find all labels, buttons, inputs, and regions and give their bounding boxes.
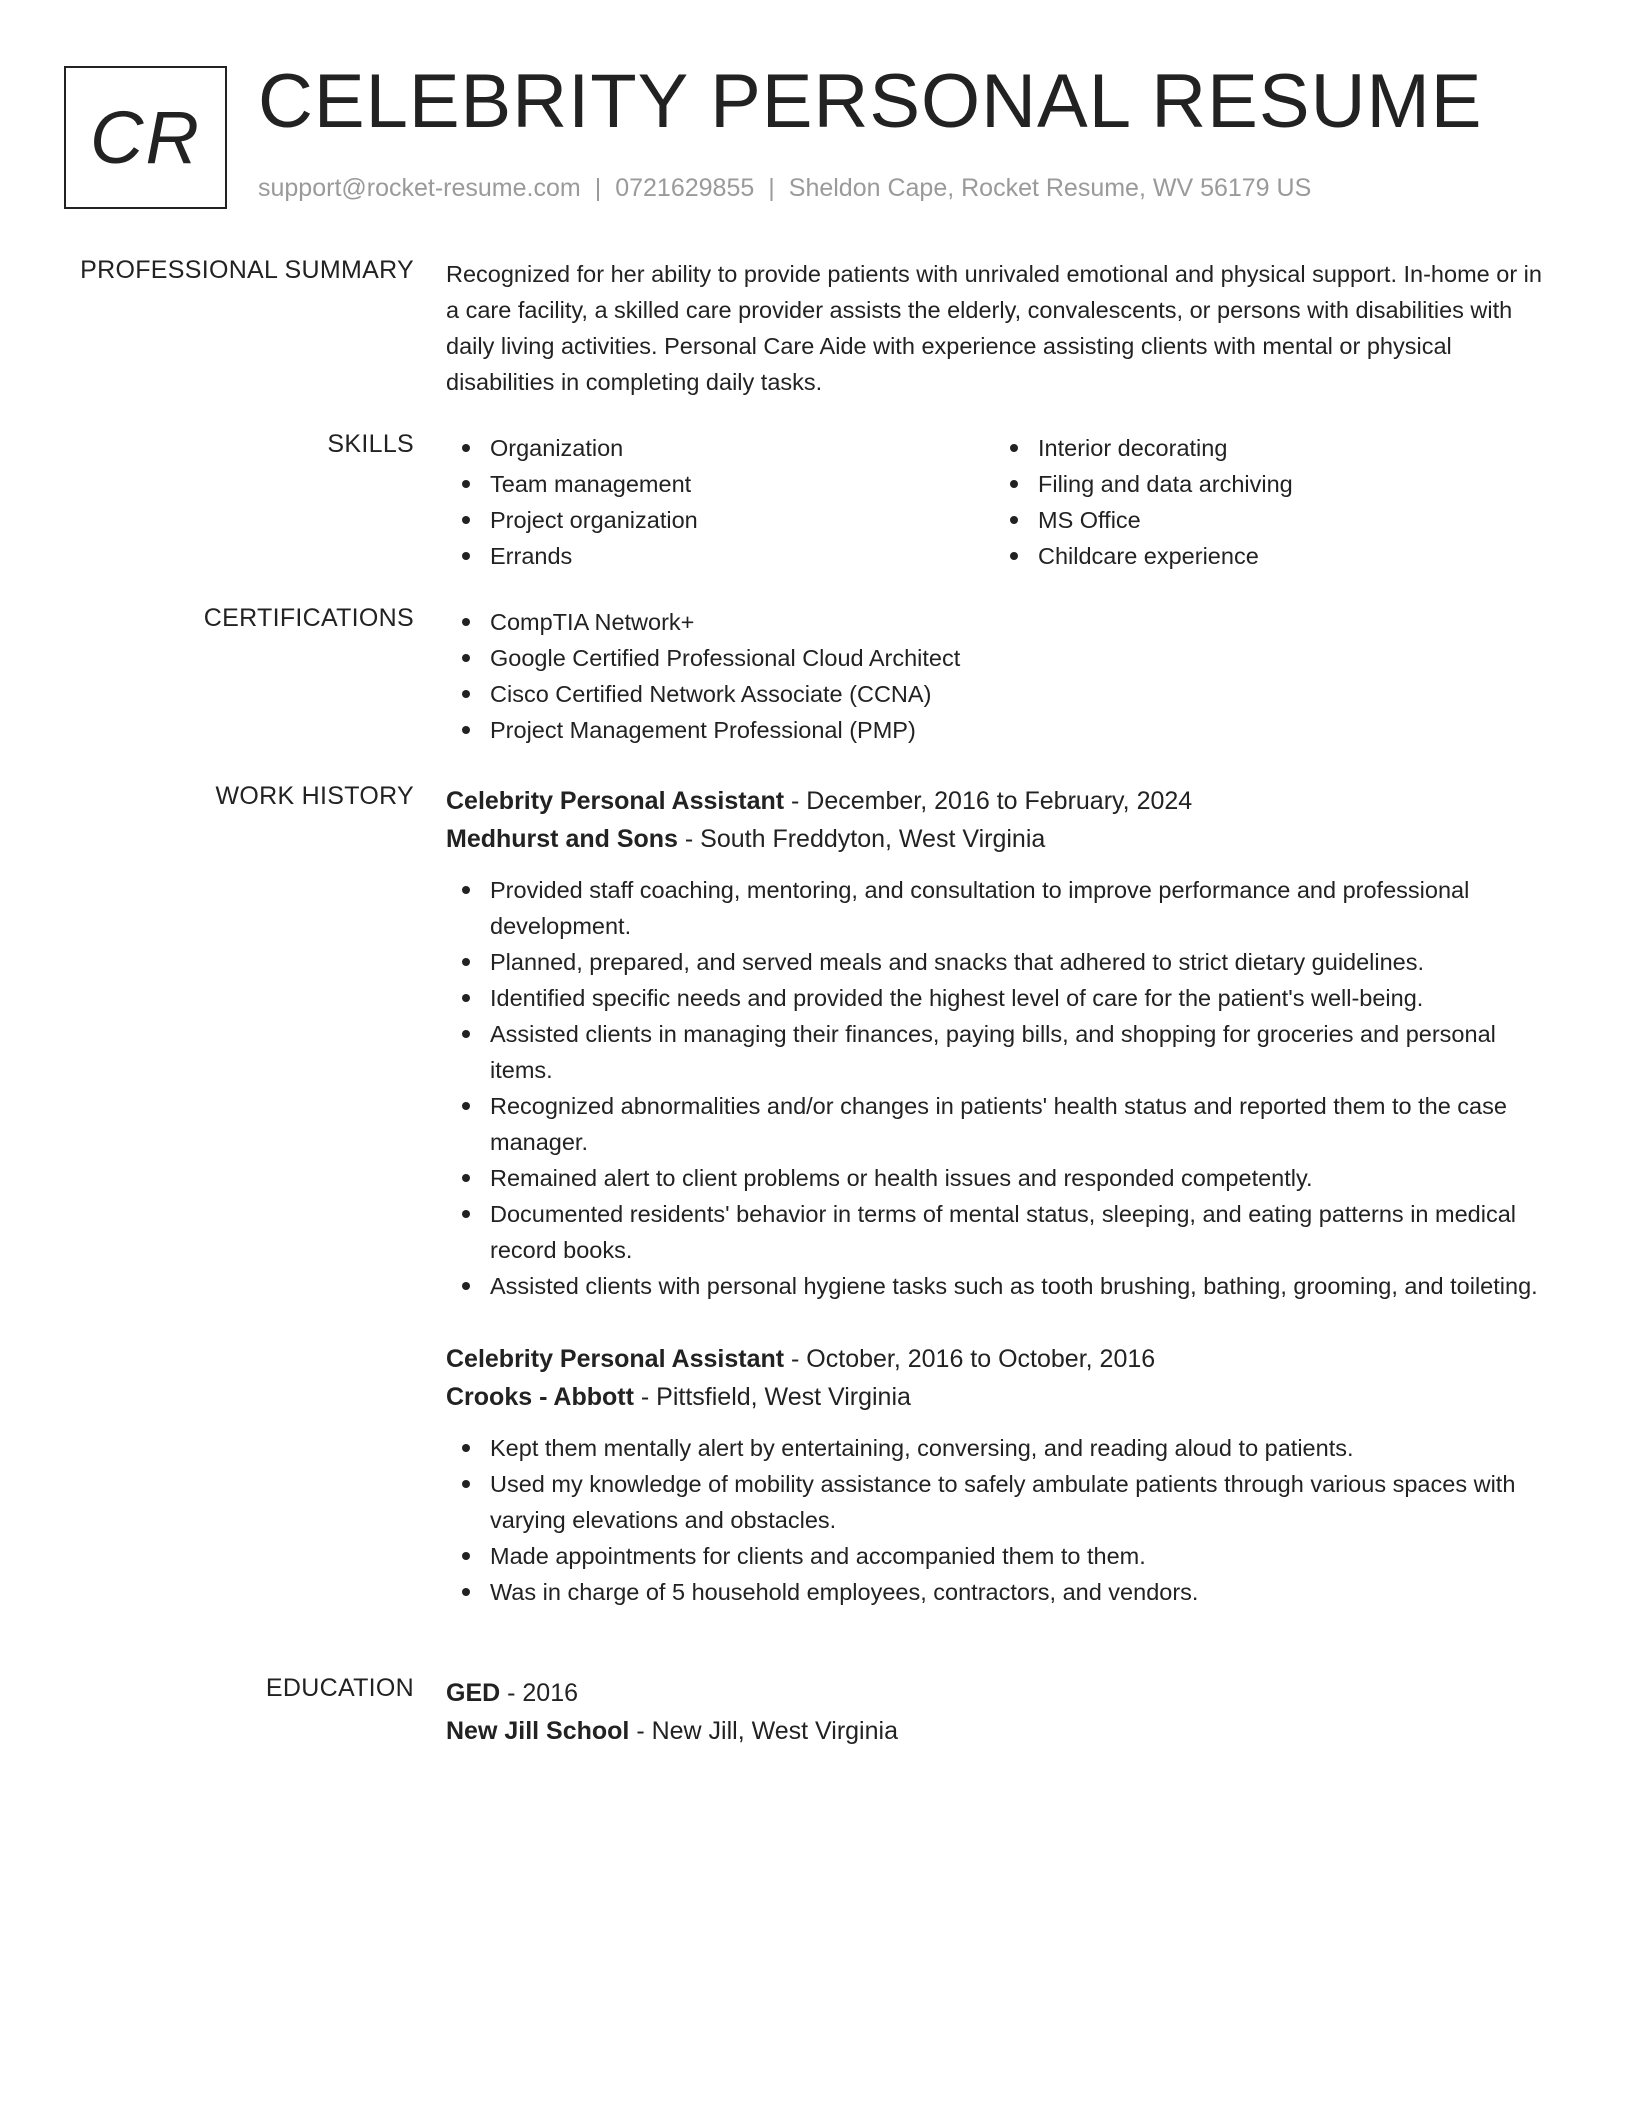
summary-text: Recognized for her ability to provide patients with unrivaled emotional and physical support. In-home or in a care facility, a skilled care provider assists the elderly, convalescents, or persons with disabilities with daily living activities. Personal Care Aide with experience assisting clients with mental or physical disabilities in completing daily tasks. [446,261,1542,395]
list-item: Recognized abnormalities and/or changes in patients' health status and reported them to the case manager. [446,1088,1561,1160]
certifications-list [446,604,1561,748]
list-item: Was in charge of 5 household employees, contractors, and vendors. [446,1574,1561,1610]
contact-phone: 0721629855 [615,174,755,202]
list-item: Project organization [446,502,994,538]
education-body [446,1674,1561,1750]
skills-column-2 [994,430,1542,574]
list-item: Identified specific needs and provided the highest level of care for the patient's well-being. [446,980,1561,1016]
job-entry [446,1340,1561,1610]
degree-year: - 2016 [500,1679,579,1707]
employer-location: - Pittsfield, West Virginia [633,1383,911,1411]
skills-body [446,430,1561,574]
job-title-line [446,782,1561,820]
employer-line [446,820,1561,858]
list-item: CompTIA Network+ [446,604,1561,640]
school-line [446,1712,1561,1750]
work-history-body [446,782,1561,1636]
list-item: Documented residents' behavior in terms of mental status, sleeping, and eating patterns in medical record books. [446,1196,1561,1268]
contact-address: Sheldon Cape, Rocket Resume, WV 56179 US [788,174,1312,202]
monogram-logo: CR [64,66,227,209]
list-item: MS Office [994,502,1542,538]
section-label-summary: PROFESSIONAL SUMMARY [80,256,414,284]
job-entry [446,782,1561,1304]
list-item: Remained alert to client problems or health issues and responded competently. [446,1160,1561,1196]
list-item: Team management [446,466,994,502]
list-item: Planned, prepared, and served meals and snacks that adhered to strict dietary guidelines. [446,944,1561,980]
resume-title: CELEBRITY PERSONAL RESUME [258,59,1483,144]
job-title: Celebrity Personal Assistant [446,1345,785,1373]
skills-column-1 [446,430,994,574]
school-name: New Jill School [446,1717,630,1745]
list-item: Google Certified Professional Cloud Architect [446,640,1561,676]
list-item: Errands [446,538,994,574]
job-bullets [446,872,1561,1304]
job-title-line [446,1340,1561,1378]
list-item: Organization [446,430,994,466]
list-item: Assisted clients with personal hygiene tasks such as tooth brushing, bathing, grooming, and toileting. [446,1268,1561,1304]
employer-line [446,1378,1561,1416]
job-title: Celebrity Personal Assistant [446,787,785,815]
list-item: Childcare experience [994,538,1542,574]
job-dates: - December, 2016 to February, 2024 [784,787,1193,815]
contact-email: support@rocket-resume.com [258,174,581,202]
list-item: Interior decorating [994,430,1542,466]
list-item: Used my knowledge of mobility assistance to safely ambulate patients through various spaces with varying elevations and obstacles. [446,1466,1561,1538]
contact-separator: | [768,174,775,202]
list-item: Assisted clients in managing their finances, paying bills, and shopping for groceries and personal items. [446,1016,1561,1088]
skills-columns [446,430,1561,574]
section-label-skills: SKILLS [327,430,414,458]
section-label-education: EDUCATION [265,1674,414,1702]
school-location: - New Jill, West Virginia [629,1717,898,1745]
job-dates: - October, 2016 to October, 2016 [784,1345,1156,1373]
list-item: Filing and data archiving [994,466,1542,502]
employer-location: - South Freddyton, West Virginia [677,825,1046,853]
employer-name: Crooks - Abbott [446,1383,634,1411]
section-label-certifications: CERTIFICATIONS [203,604,414,632]
job-bullets [446,1430,1561,1610]
contact-separator: | [594,174,602,202]
list-item: Made appointments for clients and accompanied them to them. [446,1538,1561,1574]
certifications-body [446,604,1561,748]
list-item: Cisco Certified Network Associate (CCNA) [446,676,1561,712]
list-item: Provided staff coaching, mentoring, and consultation to improve performance and professional development. [446,872,1561,944]
employer-name: Medhurst and Sons [446,825,678,853]
list-item: Project Management Professional (PMP) [446,712,1561,748]
degree-line [446,1674,1561,1712]
section-label-work-history: WORK HISTORY [215,782,414,810]
list-item: Kept them mentally alert by entertaining, conversing, and reading aloud to patients. [446,1430,1561,1466]
contact-line [258,174,1311,203]
degree-name: GED [446,1679,501,1707]
